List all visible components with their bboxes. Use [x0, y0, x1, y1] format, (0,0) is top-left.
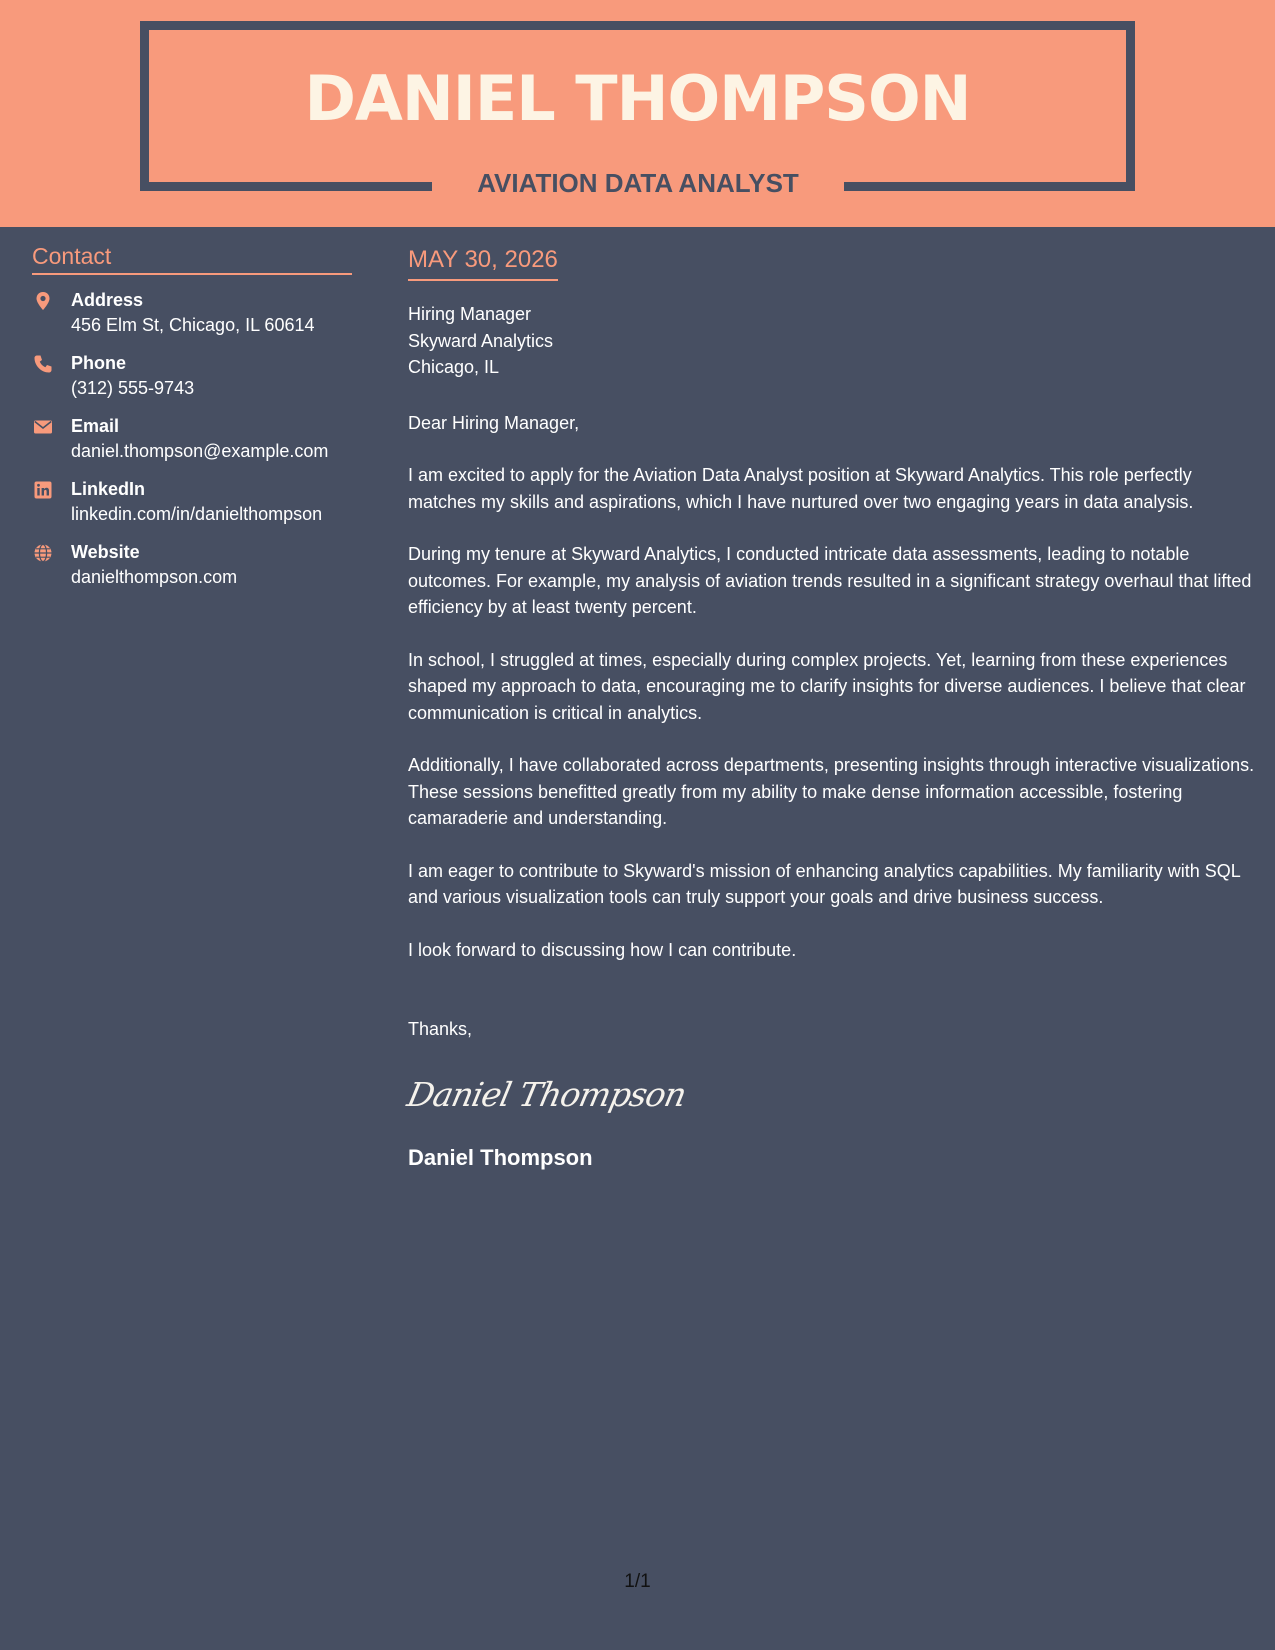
phone-value: (312) 555-9743 [71, 378, 195, 398]
globe-icon [33, 543, 53, 563]
signed-name: Daniel Thompson [408, 1144, 593, 1170]
job-title: AVIATION DATA ANALYST [477, 168, 799, 198]
paragraph: During my tenure at Skyward Analytics, I conducted intricate data assessments, leading to notable outcomes. For example, my analysis of aviation trends resulted in a significant strategy overhaul that lifted efficiency by at least twenty percent. [408, 544, 1252, 617]
recipient-block [408, 301, 1256, 381]
contact-label: Phone [71, 353, 127, 373]
email-value: daniel.thompson@example.com [71, 441, 329, 461]
recipient-line: Hiring Manager [408, 304, 532, 324]
contact-item-email [32, 414, 352, 477]
handwritten-signature: Daniel Thompson [403, 1074, 690, 1114]
contact-item-address [32, 288, 352, 351]
contact-item-linkedin [32, 477, 352, 540]
letter-date: MAY 30, 2026 [408, 244, 558, 281]
envelope-icon [33, 417, 53, 437]
website-value: danielthompson.com [71, 567, 238, 587]
salutation: Dear Hiring Manager, [408, 412, 580, 433]
linkedin-icon [33, 480, 53, 500]
recipient-line: Chicago, IL [408, 357, 500, 377]
contact-sidebar [32, 242, 352, 603]
contact-label: Website [71, 542, 140, 562]
letter-body [403, 244, 1256, 1172]
header-banner [0, 0, 1275, 227]
map-pin-icon [33, 291, 53, 311]
paragraph: I am excited to apply for the Aviation Data Analyst position at Skyward Analytics. This role perfectly matches my skills and aspirations, which I have nurtured over two engaging years in data analysis. [408, 465, 1194, 512]
contact-item-website [32, 540, 352, 603]
page-number: 1/1 [624, 1571, 651, 1592]
paragraph: In school, I struggled at times, especially during complex projects. Yet, learning from these experiences shaped my approach to data, encouraging me to clarify insights for diverse audiences. I believe that clear communication is critical in analytics. [408, 649, 1246, 723]
contact-label: Address [71, 290, 144, 310]
contact-label: Email [71, 416, 120, 436]
recipient-line: Skyward Analytics [408, 330, 554, 351]
contact-heading: Contact [32, 242, 352, 275]
paragraph: I am eager to contribute to Skyward's mission of enhancing analytics capabilities. My familiarity with SQL and various visualization tools can truly support your goals and drive business success. [408, 860, 1241, 907]
closing: Thanks, [408, 1019, 473, 1039]
paragraph: I look forward to discussing how I can contribute. [408, 939, 797, 960]
address-value: 456 Elm St, Chicago, IL 60614 [71, 315, 315, 335]
contact-item-phone [32, 351, 352, 414]
paragraph: Additionally, I have collaborated across departments, presenting insights through interactive visualizations. These sessions benefitted greatly from my ability to make dense information accessible, fostering camaraderie and understanding. [408, 755, 1255, 828]
contact-label: LinkedIn [71, 479, 146, 499]
applicant-name: DANIEL THOMPSON [304, 62, 971, 135]
phone-icon [33, 354, 53, 374]
linkedin-value: linkedin.com/in/danielthompson [71, 504, 323, 524]
